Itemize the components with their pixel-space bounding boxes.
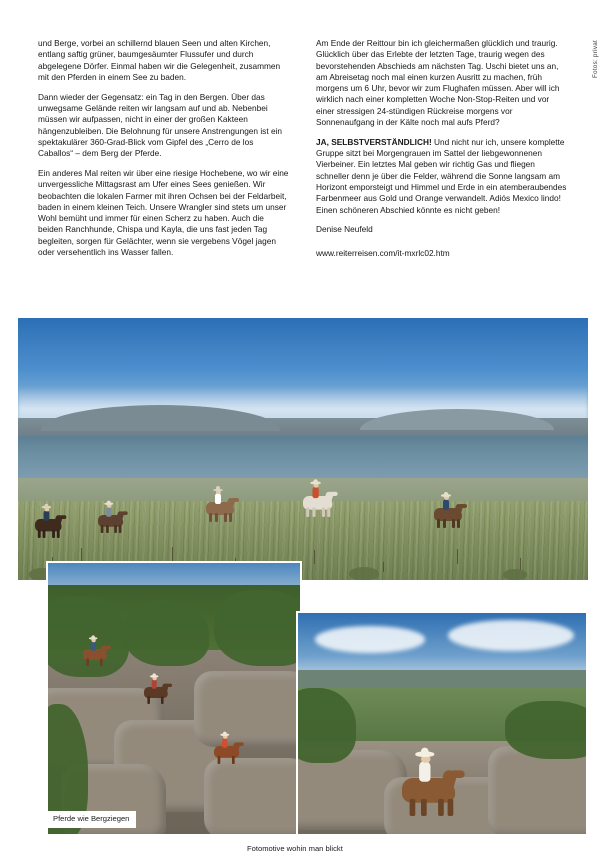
article-author: Denise Neufeld (316, 224, 373, 235)
horse-leg (229, 513, 232, 522)
rock (204, 758, 302, 836)
photo-collage (0, 318, 606, 853)
rider-body (91, 641, 96, 650)
horse-leg (43, 530, 45, 539)
rock (488, 746, 588, 836)
horse-head (120, 511, 127, 515)
hat-icon (150, 675, 159, 677)
horse-leg (327, 508, 330, 517)
closing-body: Und nicht nur ich, unsere komplette Gruppe sitzt bei Morgengrauen im Sattel der liebgewonnenen Vierbeiner. Ein letztes Mal geben wir richtig Gas und fliegen schneller denn je über die Felder, während die Sonne langsam am Horizont emporsteigt und Himmel und Erde in ein atemberaubendes Farbenmeer aus Gold und Orange verwandelt. Adiós Mexico lindo! Einen schöneren Abschied könnte es nicht geben! (316, 136, 567, 215)
rider-body (312, 487, 318, 499)
hat-icon (221, 733, 230, 735)
horse-leg (443, 519, 446, 528)
cloud (448, 620, 575, 651)
article-text-area (38, 38, 568, 306)
horse-leg (100, 658, 102, 666)
horse-leg (38, 530, 40, 539)
stick (520, 558, 521, 570)
horse-leg (232, 755, 234, 763)
bush (503, 569, 527, 580)
article-left-column (38, 38, 290, 306)
horse-head (459, 504, 467, 508)
article-url[interactable]: www.reiterreisen.com/it-mxrlc02.htm (316, 247, 450, 258)
horse-leg (447, 799, 452, 816)
horse-leg (209, 513, 212, 522)
horse-leg (457, 519, 460, 528)
photo-charro-rider-valley (296, 611, 588, 836)
horse-leg (114, 525, 116, 533)
rider-body (419, 761, 430, 782)
rider-body (215, 493, 221, 504)
horse-leg (224, 513, 227, 522)
stick (314, 550, 315, 564)
horse-leg (147, 696, 149, 704)
horse-head (59, 515, 67, 519)
stick (172, 547, 173, 562)
hat-icon (104, 503, 113, 505)
horse-leg (218, 755, 220, 763)
vegetation-patch (505, 701, 588, 758)
horse-head (237, 742, 244, 746)
rider-body (443, 499, 449, 510)
photo-panoramic-lake-ride (18, 318, 588, 580)
photo-rocky-mountain-ride (46, 561, 302, 836)
horse-leg (161, 696, 163, 704)
article-right-column (316, 38, 568, 306)
horse-leg (322, 508, 325, 517)
paragraph: und Berge, vorbei an schillernd blauen Seen und alten Kirchen, entlang saftig grüner, baumgesäumter Flussufer und durch abgelegene Dörfer. Einmal haben wir die Gelegenheit, zusammen mit den Pferden in einem See zu baden. (38, 38, 281, 82)
caption-fotomotive: Fotomotive wohin man blickt (240, 841, 350, 858)
horse-head (231, 498, 239, 502)
stick (457, 549, 458, 564)
bush (349, 567, 379, 580)
lake-water (18, 436, 588, 481)
closing-lead: JA, SELBSTVERSTÄNDLICH! (316, 136, 432, 147)
paragraph: Dann wieder der Gegensatz: ein Tag in den Bergen. Über das unwegsame Gelände reiten wir langsam auf und ab. Nebenbei müssen wir aufpassen, nicht in einer der großen Kakteen hängenzubleiben. Die Belohnung für unsere Anstrengungen ist ein spektakulärer 360-Grad-Blick vom Gipfel des „Cerro de los Caballos“ – dem Berg der Pferde. (38, 91, 283, 159)
horse-leg (100, 525, 102, 533)
horse-leg (106, 525, 108, 533)
closing-paragraph (316, 137, 568, 216)
horse-leg (306, 508, 309, 517)
horse-leg (409, 799, 414, 816)
vegetation-patch (124, 601, 210, 666)
cloud (315, 626, 424, 653)
stick (383, 562, 384, 572)
horse-head (329, 492, 337, 496)
horse-leg (452, 519, 455, 528)
paragraph: Am Ende der Reittour bin ich gleichermaßen glücklich und traurig. Glücklich über das Erlebte der letzten Tage, traurig wegen des bevorstehenden Abschieds am nächsten Tag. Uschi bietet uns an, am Abreisetag noch mal einen kurzen Ausritt zu machen, früh morgens um 6 Uhr, bevor wir zum Flughafen müssen. Aber will ich wirklich nach einer kompletten Woche Non-Stop-Reiten und vor einer stressigen 24-stündigen Rückreise morgens vor Sonnenaufgang in der Kälte noch mal aufs Pferd? (316, 38, 560, 128)
horse-leg (57, 530, 59, 539)
horse-head (105, 646, 112, 649)
horse-leg (215, 513, 218, 522)
horse-head (165, 684, 172, 687)
vegetation-patch (214, 590, 302, 666)
rock (194, 671, 302, 747)
horse-leg (421, 799, 426, 816)
hat-icon (441, 494, 451, 497)
rider-body (222, 737, 227, 747)
rider-body (106, 507, 111, 517)
horse-leg (118, 525, 120, 533)
horse-leg (87, 658, 89, 666)
paragraph: Ein anderes Mal reiten wir über eine riesige Hochebene, wo wir eine unvergessliche Mittagsrast am Ufer eines Sees genießen. Wir beobachten die lokalen Farmer mit ihren Ochsen bei der Feldarbeit, baden in einem kleinen Teich. Unsere Wrangler sind stets um unser Wohl bemüht und immer für einen Scherz zu haben. Auch die beiden Ranchhunde, Chispa und Kayla, die uns fast jeden Tag begleiten, sorgen für Gelächter, wenn sie vergebens Vögel jagen oder versehentlich ins Wasser fallen. (38, 167, 289, 258)
horse-leg (438, 799, 443, 816)
caption-pferde-wie-bergziegen: Pferde wie Bergziegen (46, 811, 136, 828)
photo-credit: Fotos: privat (592, 40, 599, 78)
horse-head (449, 771, 464, 779)
horse-leg (437, 519, 440, 528)
hat-icon (213, 489, 223, 492)
horse-leg (52, 530, 54, 539)
rider-body (44, 511, 50, 521)
horse-leg (312, 508, 315, 517)
rider-body (151, 679, 156, 688)
